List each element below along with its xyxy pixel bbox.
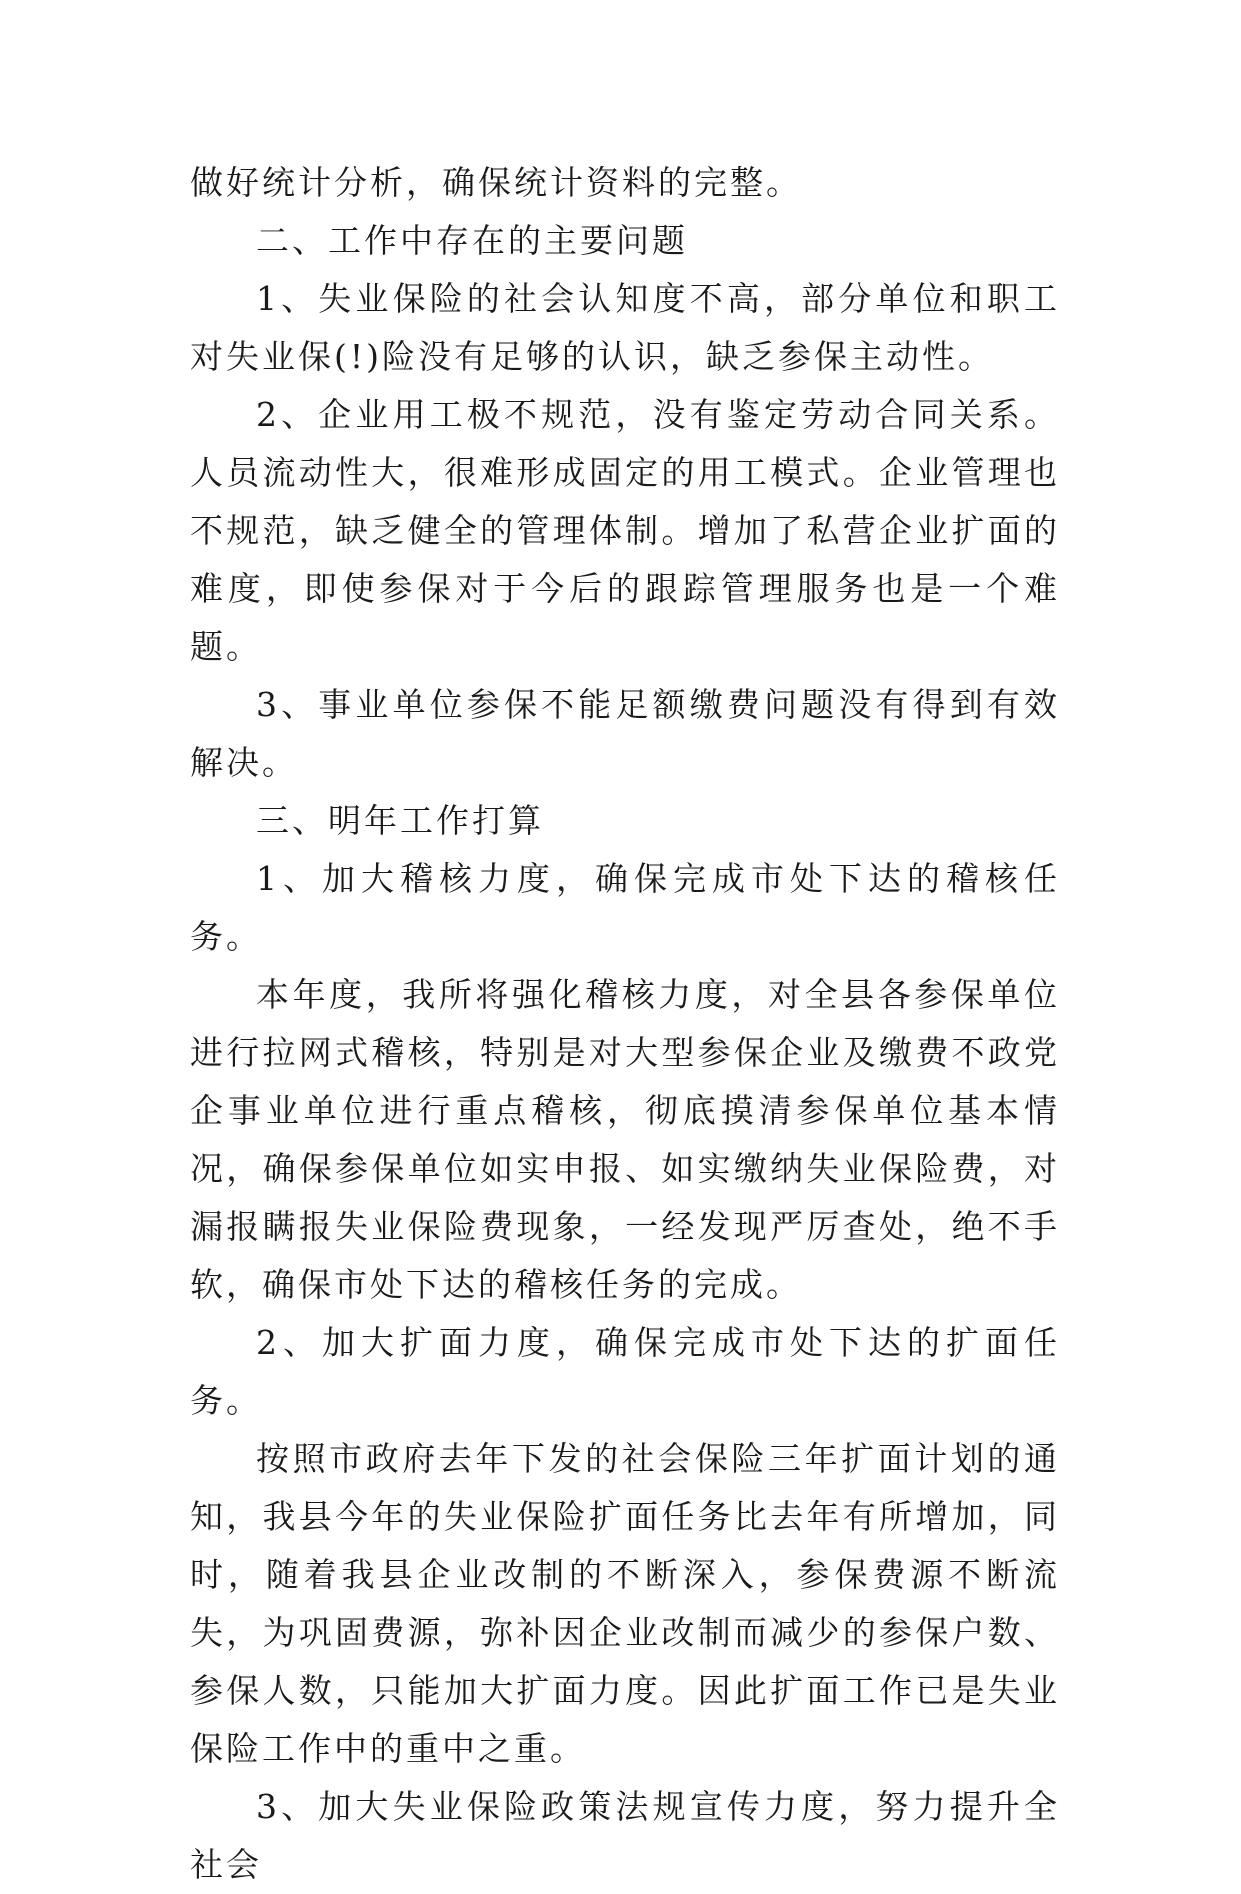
paragraph: 做好统计分析，确保统计资料的完整。 — [190, 163, 802, 202]
paragraph: 本年度，我所将强化稽核力度，对全县各参保单位进行拉网式稽核，特别是对大型参保企业及缴费不政党企事业单位进行重点稽核，彻底摸清参保单位基本情况，确保参保单位如实申报、如实缴纳失业保险费，对漏报瞒报失业保险费现象，一经发现严厉查处，绝不手软，确保市处下达的稽核任务的完成。 — [190, 975, 1060, 1304]
paragraph: 3、加大失业保险政策法规宣传力度，努力提升全社会 — [190, 1787, 1060, 1884]
paragraph: 按照市政府去年下发的社会保险三年扩面计划的通知，我县今年的失业保险扩面任务比去年有所增加，同时，随着我县企业改制的不断深入，参保费源不断流失，为巩固费源，弥补因企业改制而减少的参保户数、参保人数，只能加大扩面力度。因此扩面工作已是失业保险工作中的重中之重。 — [190, 1439, 1060, 1768]
section-heading: 二、工作中存在的主要问题 — [256, 221, 688, 260]
paragraph: 3、事业单位参保不能足额缴费问题没有得到有效解决。 — [190, 685, 1060, 782]
section-heading: 三、明年工作打算 — [256, 801, 544, 840]
document-body — [190, 154, 1060, 1894]
paragraph: 1、加大稽核力度，确保完成市处下达的稽核任务。 — [190, 859, 1060, 956]
paragraph: 2、加大扩面力度，确保完成市处下达的扩面任务。 — [190, 1323, 1060, 1420]
paragraph: 2、企业用工极不规范，没有鉴定劳动合同关系。人员流动性大，很难形成固定的用工模式。企业管理也不规范，缺乏健全的管理体制。增加了私营企业扩面的难度，即使参保对于今后的跟踪管理服务也是一个难题。 — [190, 395, 1060, 666]
paragraph: 1、失业保险的社会认知度不高，部分单位和职工对失业保(!)险没有足够的认识，缺乏参保主动性。 — [190, 279, 1060, 376]
